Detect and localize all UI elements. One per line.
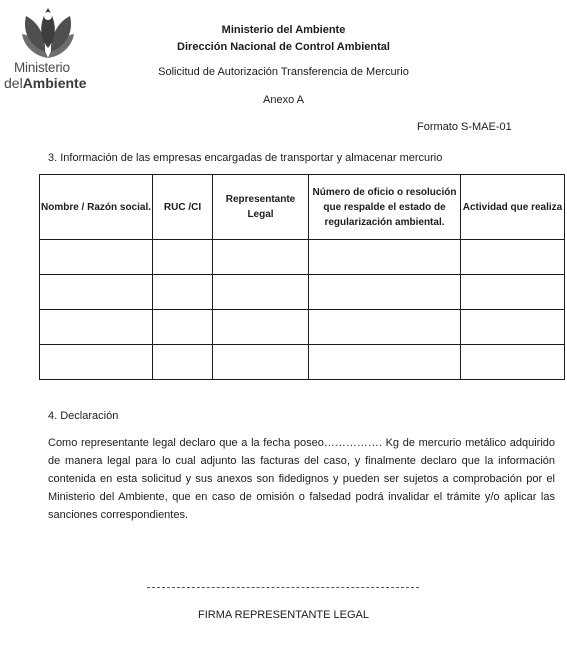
table-cell[interactable] [153, 240, 213, 275]
table-cell[interactable] [309, 275, 461, 310]
logo-text-ambiente: Ambiente [22, 75, 87, 91]
declaration-paragraph: Como representante legal declaro que a la fecha poseo……………. Kg de mercurio metálico adquirido de manera legal para lo cual adjunto las facturas del caso, y finalmente declaro que la información contenida en esta solicitud y sus anexos son fidedignos y pueden ser sujetos a comprobación por el Ministerio del Ambiente, que en caso de omisión o falsedad podrá invalidar el trámite y/o aplicar las sanciones correspondientes. [48, 437, 555, 521]
table-cell[interactable] [309, 240, 461, 275]
table-cell[interactable] [40, 310, 153, 345]
table-cell[interactable] [213, 310, 309, 345]
table-cell[interactable] [461, 345, 565, 380]
table-row [40, 310, 565, 345]
signature-label: FIRMA REPRESENTANTE LEGAL [198, 609, 369, 621]
request-title: Solicitud de Autorización Transferencia de Mercurio [158, 66, 409, 78]
signature-line [147, 587, 419, 588]
table-cell[interactable] [461, 240, 565, 275]
table-cell[interactable] [40, 345, 153, 380]
table-cell[interactable] [153, 345, 213, 380]
table-header-row [40, 175, 565, 240]
table-row [40, 345, 565, 380]
table-cell[interactable] [153, 310, 213, 345]
column-header-name: Nombre / Razón social. [40, 175, 153, 240]
column-header-ruc: RUC /CI [153, 175, 213, 240]
table-cell[interactable] [309, 345, 461, 380]
ministry-title: Ministerio del Ambiente [221, 24, 346, 36]
directorate-title: Dirección Nacional de Control Ambiental [177, 41, 390, 53]
annex-label: Anexo A [263, 94, 304, 106]
column-header-activity: Actividad que realiza [461, 175, 565, 240]
section-3-title: 3. Información de las empresas encargadas de transportar y almacenar mercurio [48, 152, 443, 164]
column-header-legal-rep: Representante Legal [213, 175, 309, 240]
section-4-title: 4. Declaración [48, 410, 119, 422]
table-cell[interactable] [213, 345, 309, 380]
table-cell[interactable] [461, 310, 565, 345]
logo-text-del: del [4, 75, 23, 91]
table-cell[interactable] [309, 310, 461, 345]
table-cell[interactable] [213, 240, 309, 275]
table-row [40, 275, 565, 310]
transport-companies-table [39, 174, 565, 380]
table-row [40, 240, 565, 275]
table-cell[interactable] [153, 275, 213, 310]
logo-text-ministerio: Ministerio [14, 60, 70, 75]
column-header-resolution: Número de oficio o resolución que respalde el estado de regularización ambiental. [309, 175, 461, 240]
format-code: Formato S-MAE-01 [417, 121, 512, 133]
table-cell[interactable] [40, 275, 153, 310]
table-cell[interactable] [40, 240, 153, 275]
table-cell[interactable] [461, 275, 565, 310]
table-cell[interactable] [213, 275, 309, 310]
